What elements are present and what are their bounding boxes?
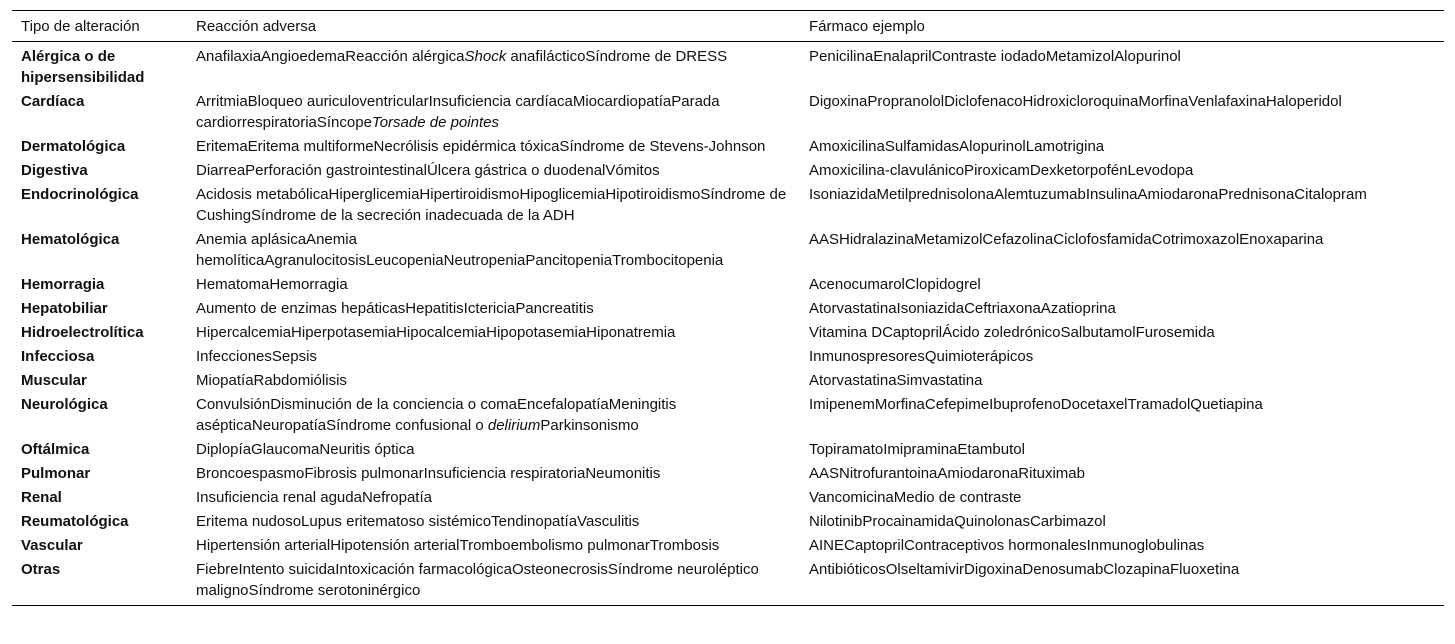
table-row: [12, 183, 1444, 228]
cell-adverse-reaction: [187, 393, 800, 438]
table-row: [12, 297, 1444, 321]
reaction-text-italic: delirium: [487, 417, 541, 434]
cell-adverse-reaction: [187, 510, 800, 534]
table-row: [12, 90, 1444, 135]
table-row: [12, 438, 1444, 462]
cell-alteration-type: Cardíaca: [21, 93, 85, 110]
reaction-text: HipercalcemiaHiperpotasemiaHipocalcemiaHipopotasemiaHiponatremia: [196, 324, 676, 341]
cell-example-drug: AtorvastatinaIsoniazidaCeftriaxonaAzatioprina: [809, 300, 1116, 317]
cell-example-drug: TopiramatoImipraminaEtambutol: [809, 441, 1025, 458]
cell-adverse-reaction: [187, 159, 800, 183]
cell-example-drug: PenicilinaEnalaprilContraste iodadoMetamizolAlopurinol: [809, 48, 1181, 65]
header-reaction: Reacción adversa: [187, 11, 800, 42]
cell-alteration-type: Hematológica: [21, 231, 120, 248]
table-row: [12, 510, 1444, 534]
reaction-text: DiplopíaGlaucomaNeuritis óptica: [196, 441, 415, 458]
reaction-text: Anemia aplásicaAnemia hemolíticaAgranulocitosisLeucopeniaNeutropeniaPancitopeniaTrombocitopenia: [196, 231, 724, 269]
adverse-reactions-table: [12, 10, 1444, 606]
table-row: [12, 462, 1444, 486]
cell-adverse-reaction: [187, 183, 800, 228]
cell-adverse-reaction: [187, 369, 800, 393]
header-row: [12, 11, 1444, 42]
cell-example-drug: InmunospresoresQuimioterápicos: [809, 348, 1034, 365]
cell-adverse-reaction: [187, 345, 800, 369]
reaction-text: ArritmiaBloqueo auriculoventricularInsuficiencia cardíacaMiocardiopatíaParada cardiorrespiratoriaSíncope: [196, 93, 720, 131]
reaction-text: Insuficiencia renal agudaNefropatía: [196, 489, 432, 506]
table-row: [12, 534, 1444, 558]
reaction-text: AnafilaxiaAngioedemaReacción alérgica: [196, 48, 465, 65]
reaction-text: Eritema nudosoLupus eritematoso sistémicoTendinopatíaVasculitis: [196, 513, 640, 530]
cell-alteration-type: Reumatológica: [21, 513, 129, 530]
cell-adverse-reaction: [187, 438, 800, 462]
cell-adverse-reaction: [187, 135, 800, 159]
cell-example-drug: Vitamina DCaptoprilÁcido zoledrónicoSalbutamolFurosemida: [809, 324, 1215, 341]
reaction-text: HematomaHemorragia: [196, 276, 348, 293]
reaction-text: InfeccionesSepsis: [196, 348, 317, 365]
cell-adverse-reaction: [187, 90, 800, 135]
cell-alteration-type: Infecciosa: [21, 348, 95, 365]
table-row: [12, 486, 1444, 510]
cell-example-drug: ImipenemMorfinaCefepimeIbuprofenoDocetaxelTramadolQuetiapina: [809, 396, 1263, 413]
reaction-text: BroncoespasmoFibrosis pulmonarInsuficiencia respiratoriaNeumonitis: [196, 465, 661, 482]
cell-adverse-reaction: [187, 462, 800, 486]
cell-alteration-type: Hepatobiliar: [21, 300, 108, 317]
adverse-reactions-table-container: [12, 10, 1444, 606]
cell-example-drug: AINECaptoprilContraceptivos hormonalesInmunoglobulinas: [809, 537, 1205, 554]
table-row: [12, 345, 1444, 369]
cell-alteration-type: Dermatológica: [21, 138, 126, 155]
reaction-text: Hipertensión arterialHipotensión arterialTromboembolismo pulmonarTrombosis: [196, 537, 720, 554]
cell-example-drug: NilotinibProcainamidaQuinolonasCarbimazol: [809, 513, 1106, 530]
cell-alteration-type: Oftálmica: [21, 441, 90, 458]
cell-example-drug: DigoxinaPropranololDiclofenacoHidroxicloroquinaMorfinaVenlafaxinaHaloperidol: [809, 93, 1342, 110]
cell-adverse-reaction: [187, 321, 800, 345]
reaction-text: FiebreIntento suicidaIntoxicación farmacológicaOsteonecrosisSíndrome neuroléptico malignoSíndrome serotoninérgico: [196, 561, 759, 599]
reaction-text: anafilácticoSíndrome de DRESS: [506, 48, 728, 65]
table-row: [12, 321, 1444, 345]
reaction-text: ConvulsiónDisminución de la conciencia o comaEncefalopatíaMeningitis asépticaNeuropatíaSíndrome confusional o: [196, 396, 677, 434]
reaction-text: Aumento de enzimas hepáticasHepatitisIctericiaPancreatitis: [196, 300, 594, 317]
reaction-text-italic: Torsade de pointes: [371, 114, 499, 131]
cell-adverse-reaction: [187, 42, 800, 91]
cell-example-drug: VancomicinaMedio de contraste: [809, 489, 1022, 506]
cell-alteration-type: Pulmonar: [21, 465, 91, 482]
reaction-text: MiopatíaRabdomiólisis: [196, 372, 347, 389]
cell-example-drug: AcenocumarolClopidogrel: [809, 276, 981, 293]
header-drug: Fármaco ejemplo: [800, 11, 1444, 42]
cell-adverse-reaction: [187, 486, 800, 510]
cell-example-drug: AASNitrofurantoinaAmiodaronaRituximab: [809, 465, 1085, 482]
cell-alteration-type: Endocrinológica: [21, 186, 139, 203]
cell-alteration-type: Neurológica: [21, 396, 108, 413]
reaction-text-italic: Shock: [464, 48, 507, 65]
cell-alteration-type: Digestiva: [21, 162, 88, 179]
cell-alteration-type: Vascular: [21, 537, 83, 554]
table-row: [12, 273, 1444, 297]
cell-example-drug: IsoniazidaMetilprednisolonaAlemtuzumabInsulinaAmiodaronaPrednisonaCitalopram: [809, 186, 1367, 203]
cell-adverse-reaction: [187, 297, 800, 321]
reaction-text: Acidosis metabólicaHiperglicemiaHipertiroidismoHipoglicemiaHipotiroidismoSíndrome de CushingSíndrome de la secreción inadecuada de la ADH: [196, 186, 787, 224]
reaction-text: DiarreaPerforación gastrointestinalÚlcera gástrica o duodenalVómitos: [196, 162, 660, 179]
table-body: [12, 42, 1444, 606]
cell-adverse-reaction: [187, 534, 800, 558]
reaction-text: Parkinsonismo: [540, 417, 639, 434]
cell-example-drug: AntibióticosOlseltamivirDigoxinaDenosumabClozapinaFluoxetina: [800, 558, 1444, 606]
cell-example-drug: AmoxicilinaSulfamidasAlopurinolLamotrigina: [809, 138, 1105, 155]
table-row: [12, 228, 1444, 273]
header-type: Tipo de alteración: [12, 11, 187, 42]
cell-alteration-type: Muscular: [21, 372, 87, 389]
cell-adverse-reaction: [187, 273, 800, 297]
table-row: [12, 159, 1444, 183]
cell-adverse-reaction: [187, 228, 800, 273]
cell-alteration-type: Otras: [12, 558, 187, 606]
cell-example-drug: AASHidralazinaMetamizolCefazolinaCiclofosfamidaCotrimoxazolEnoxaparina: [809, 231, 1324, 248]
reaction-text: EritemaEritema multiformeNecrólisis epidérmica tóxicaSíndrome de Stevens-Johnson: [196, 138, 766, 155]
table-row: [12, 558, 1444, 606]
cell-alteration-type: Hemorragia: [21, 276, 105, 293]
cell-alteration-type: Hidroelectrolítica: [21, 324, 144, 341]
cell-adverse-reaction: [187, 558, 800, 606]
table-row: [12, 393, 1444, 438]
cell-example-drug: AtorvastatinaSimvastatina: [809, 372, 983, 389]
table-row: [12, 42, 1444, 91]
cell-alteration-type: Renal: [21, 489, 62, 506]
cell-alteration-type: Alérgica o de hipersensibilidad: [21, 48, 145, 86]
cell-example-drug: Amoxicilina-clavulánicoPiroxicamDexketorpofénLevodopa: [809, 162, 1194, 179]
table-header: [12, 11, 1444, 42]
table-row: [12, 135, 1444, 159]
table-row: [12, 369, 1444, 393]
